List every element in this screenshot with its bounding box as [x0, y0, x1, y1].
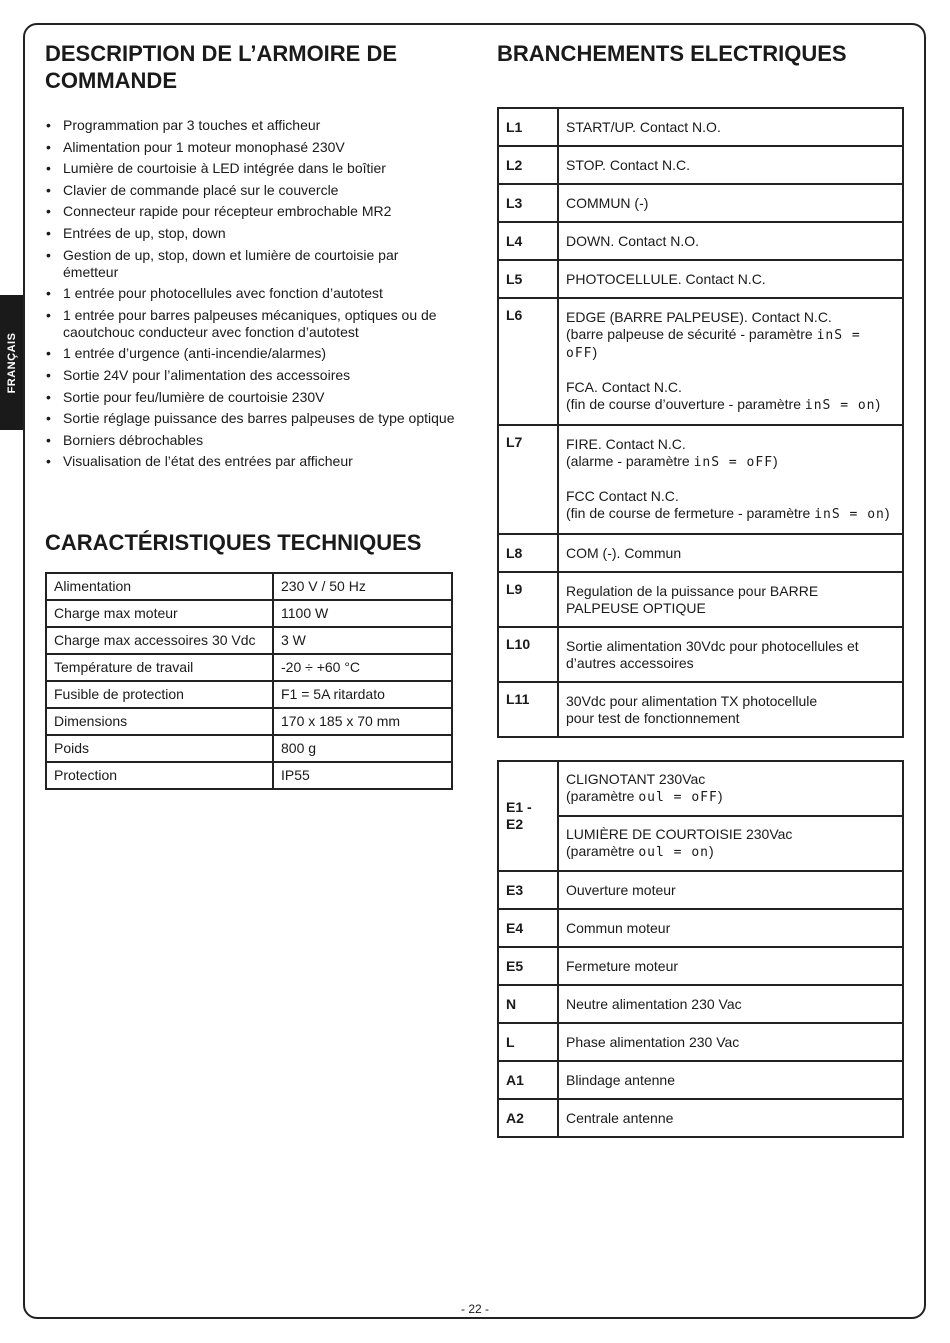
terminal-description: Centrale antenne — [558, 1099, 903, 1137]
table-row — [46, 735, 452, 762]
table-row — [498, 985, 903, 1023]
terminal-line: ) — [884, 505, 890, 521]
spec-value: 1100 W — [273, 600, 452, 627]
list-item: • Clavier de commande placé sur le couvercle — [45, 182, 455, 199]
terminal-description: Ouverture moteur — [558, 871, 903, 909]
list-item: • Sortie pour feu/lumière de courtoisie 230V — [45, 389, 455, 406]
terminal-line: (paramètre — [566, 843, 639, 859]
terminal-description: DOWN. Contact N.O. — [558, 222, 903, 260]
list-item: • Lumière de courtoisie à LED intégrée dans le boîtier — [45, 160, 455, 177]
terminal-code: L9 — [498, 572, 558, 627]
terminal-description — [558, 627, 903, 682]
table-row — [498, 184, 903, 222]
terminal-code: L — [498, 1023, 558, 1061]
table-row — [498, 1099, 903, 1137]
terminal-line: (barre palpeuse de sécurité - paramètre — [566, 326, 817, 342]
terminal-line: (paramètre — [566, 788, 639, 804]
terminal-line: (fin de course d’ouverture - paramètre — [566, 396, 805, 412]
table-row — [498, 222, 903, 260]
list-item: • Alimentation pour 1 moteur monophasé 230V — [45, 139, 455, 156]
terminal-line: CLIGNOTANT 230Vac — [566, 771, 706, 787]
list-item: • Connecteur rapide pour récepteur embrochable MR2 — [45, 203, 455, 220]
list-item: • Sortie réglage puissance des barres palpeuses de type optique — [45, 410, 455, 427]
terminal-line: FCC Contact N.C. — [566, 488, 679, 504]
terminal-description — [558, 816, 903, 871]
table-row — [498, 761, 903, 816]
terminal-code: L7 — [498, 425, 558, 534]
terminal-code: L8 — [498, 534, 558, 572]
terminal-description: Regulation de la puissance pour BARRE PALPEUSE OPTIQUE — [558, 572, 903, 627]
specs-title: CARACTÉRISTIQUES TECHNIQUES — [45, 530, 422, 555]
spec-value: -20 ÷ +60 °C — [273, 654, 452, 681]
terminal-description: Phase alimentation 230 Vac — [558, 1023, 903, 1061]
terminal-code: E5 — [498, 947, 558, 985]
terminal-code: N — [498, 985, 558, 1023]
terminal-description: COMMUN (-) — [558, 184, 903, 222]
table-row — [46, 573, 452, 600]
terminal-description — [558, 425, 903, 534]
spec-value: IP55 — [273, 762, 452, 789]
table-row — [498, 534, 903, 572]
display-parameter: inS = on — [814, 507, 885, 522]
language-tab-label: FRANÇAIS — [5, 332, 18, 393]
table-row — [46, 762, 452, 789]
terminal-code: L3 — [498, 184, 558, 222]
terminal-code: L1 — [498, 108, 558, 146]
list-item: • Programmation par 3 touches et afficheur — [45, 117, 455, 134]
table-row — [498, 298, 903, 425]
table-row — [46, 627, 452, 654]
terminal-code: L2 — [498, 146, 558, 184]
table-row — [498, 572, 903, 627]
table-row — [498, 871, 903, 909]
display-parameter: oul = on — [638, 845, 709, 860]
spec-value: F1 = 5A ritardato — [273, 681, 452, 708]
wiring-title: BRANCHEMENTS ELECTRIQUES — [497, 41, 847, 66]
language-tab — [0, 295, 23, 430]
terminal-description — [558, 682, 903, 737]
table-row — [498, 816, 903, 871]
table-row — [498, 627, 903, 682]
terminal-code: L10 — [498, 627, 558, 682]
description-title: DESCRIPTION DE L’ARMOIRE DE COMMANDE — [45, 41, 398, 93]
terminal-code: A2 — [498, 1099, 558, 1137]
terminal-line: ) — [717, 788, 723, 804]
table-row — [46, 654, 452, 681]
list-item: • Borniers débrochables — [45, 432, 455, 449]
list-item: • Sortie 24V pour l’alimentation des accessoires — [45, 367, 455, 384]
spec-label: Poids — [46, 735, 273, 762]
terminal-description: Fermeture moteur — [558, 947, 903, 985]
terminal-code: L6 — [498, 298, 558, 425]
spec-label: Charge max moteur — [46, 600, 273, 627]
table-row — [46, 708, 452, 735]
feature-list — [45, 117, 455, 475]
table-row — [498, 909, 903, 947]
terminal-description: COM (-). Commun — [558, 534, 903, 572]
list-item: • Visualisation de l’état des entrées par afficheur — [45, 453, 455, 470]
spec-label: Alimentation — [46, 573, 273, 600]
terminal-line: LUMIÈRE DE COURTOISIE 230Vac — [566, 826, 793, 842]
display-parameter: oul = oFF — [638, 790, 718, 805]
terminal-code: L11 — [498, 682, 558, 737]
display-parameter: inS = on — [804, 398, 876, 413]
table-row — [498, 1061, 903, 1099]
spec-label: Dimensions — [46, 708, 273, 735]
terminal-line: pour test de fonctionnement — [566, 709, 740, 726]
spec-value: 170 x 185 x 70 mm — [273, 708, 452, 735]
list-item: • Entrées de up, stop, down — [45, 225, 455, 242]
terminal-code: E4 — [498, 909, 558, 947]
table-row — [498, 682, 903, 737]
spec-value: 800 g — [273, 735, 452, 762]
power-terminals-table — [497, 760, 904, 1138]
spec-label: Charge max accessoires 30 Vdc — [46, 627, 273, 654]
table-row — [498, 1023, 903, 1061]
table-row — [46, 681, 452, 708]
terminal-code: L5 — [498, 260, 558, 298]
terminal-line: Sortie alimentation 30Vdc pour photocellules et — [566, 637, 859, 654]
terminal-line: ) — [708, 843, 714, 859]
spec-label: Protection — [46, 762, 273, 789]
terminal-line: (fin de course de fermeture - paramètre — [566, 505, 815, 521]
table-row — [498, 146, 903, 184]
spec-value: 3 W — [273, 627, 452, 654]
list-item: • 1 entrée pour barres palpeuses mécaniques, optiques ou de caoutchouc conducteur avec fonction d’autotest — [45, 307, 455, 341]
terminal-line: ) — [773, 453, 778, 469]
specs-table — [45, 572, 453, 790]
terminal-line: FIRE. Contact N.C. — [566, 436, 686, 452]
terminal-code: A1 — [498, 1061, 558, 1099]
table-row — [498, 947, 903, 985]
terminal-line: ) — [592, 344, 598, 360]
table-row — [498, 108, 903, 146]
terminal-line: (alarme - paramètre — [566, 453, 694, 469]
terminal-code: L4 — [498, 222, 558, 260]
terminal-description: Neutre alimentation 230 Vac — [558, 985, 903, 1023]
terminal-line: 30Vdc pour alimentation TX photocellule — [566, 692, 818, 709]
terminal-line: ) — [875, 396, 881, 412]
terminal-line: FCA. Contact N.C. — [566, 379, 682, 395]
terminal-description: START/UP. Contact N.O. — [558, 108, 903, 146]
list-item: • 1 entrée d’urgence (anti-incendie/alarmes) — [45, 345, 455, 362]
terminal-description: Commun moteur — [558, 909, 903, 947]
display-parameter: inS = oFF — [693, 455, 774, 470]
display-parameter: inS = oFF — [566, 328, 861, 361]
terminal-description: PHOTOCELLULE. Contact N.C. — [558, 260, 903, 298]
spec-value: 230 V / 50 Hz — [273, 573, 452, 600]
terminal-code: E3 — [498, 871, 558, 909]
terminal-description — [558, 761, 903, 816]
spec-label: Fusible de protection — [46, 681, 273, 708]
page-number: - 22 - — [460, 1302, 489, 1316]
terminal-line: d’autres accessoires — [566, 654, 694, 671]
terminal-description — [558, 298, 903, 425]
low-voltage-terminals-table — [497, 107, 904, 738]
table-row — [46, 600, 452, 627]
terminal-description: Blindage antenne — [558, 1061, 903, 1099]
terminal-code: E1 - E2 — [498, 761, 558, 871]
table-row — [498, 425, 903, 534]
spec-label: Température de travail — [46, 654, 273, 681]
list-item: • Gestion de up, stop, down et lumière de courtoisie par émetteur — [45, 247, 455, 281]
terminal-line: EDGE (BARRE PALPEUSE). Contact N.C. — [566, 309, 832, 325]
list-item: • 1 entrée pour photocellules avec fonction d’autotest — [45, 285, 455, 302]
table-row — [498, 260, 903, 298]
terminal-description: STOP. Contact N.C. — [558, 146, 903, 184]
